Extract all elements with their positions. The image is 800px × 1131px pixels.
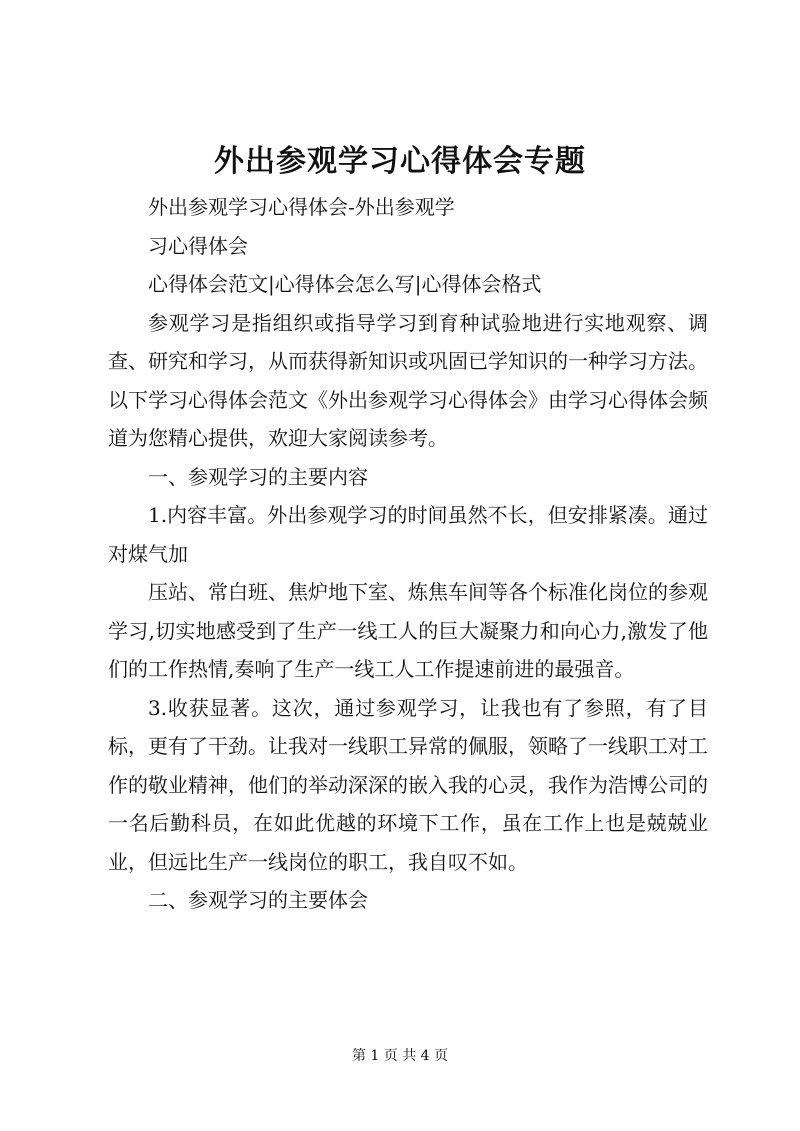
paragraph-subtitle-line-2: 习心得体会 xyxy=(148,233,248,258)
section-heading-main-experience: 二、参观学习的主要体会 xyxy=(148,888,368,912)
paragraph-point-1: 1.内容丰富。外出参观学习的时间虽然不长，但安排紧凑。通过对煤气加 xyxy=(108,503,708,566)
paragraph-category-tags: 心得体会范文|心得体会怎么写|心得体会格式 xyxy=(148,272,542,296)
paragraph-introduction: 参观学习是指组织或指导学习到育种试验地进行实地观察、调查、研究和学习，从而获得新知识或巩固已学知识的一种学习方法。以下学习心得体会范文《外出参观学习心得体会》由学习心得体会频道为您精心提供，欢迎大家阅读参考。 xyxy=(108,310,708,450)
paragraph-point-1-continued: 压站、常白班、焦炉地下室、炼焦车间等各个标准化岗位的参观学习,切实地感受到了生产一线工人的巨大凝聚力和向心力,激发了他们的工作热情,奏响了生产一线工人工作提速前进的最强音。 xyxy=(108,580,708,681)
page-number-footer: 第 1 页 共 4 页 xyxy=(351,1048,449,1064)
document-title: 外出参观学习心得体会专题 xyxy=(214,144,586,179)
section-heading-main-content: 一、参观学习的主要内容 xyxy=(148,464,368,489)
document-body xyxy=(108,188,708,920)
paragraph-subtitle-line-1: 外出参观学习心得体会-外出参观学 xyxy=(148,195,455,219)
paragraph-point-3: 3.收获显著。这次，通过参观学习，让我也有了参照，有了目标，更有了干劲。让我对一线职工异常的佩服，领略了一线职工对工作的敬业精神，他们的举动深深的嵌入我的心灵，我作为浩博公司的一名后勤科员，在如此优越的环境下工作，虽在工作上也是兢兢业业，但远比生产一线岗位的职工，我自叹不如。 xyxy=(108,695,708,874)
